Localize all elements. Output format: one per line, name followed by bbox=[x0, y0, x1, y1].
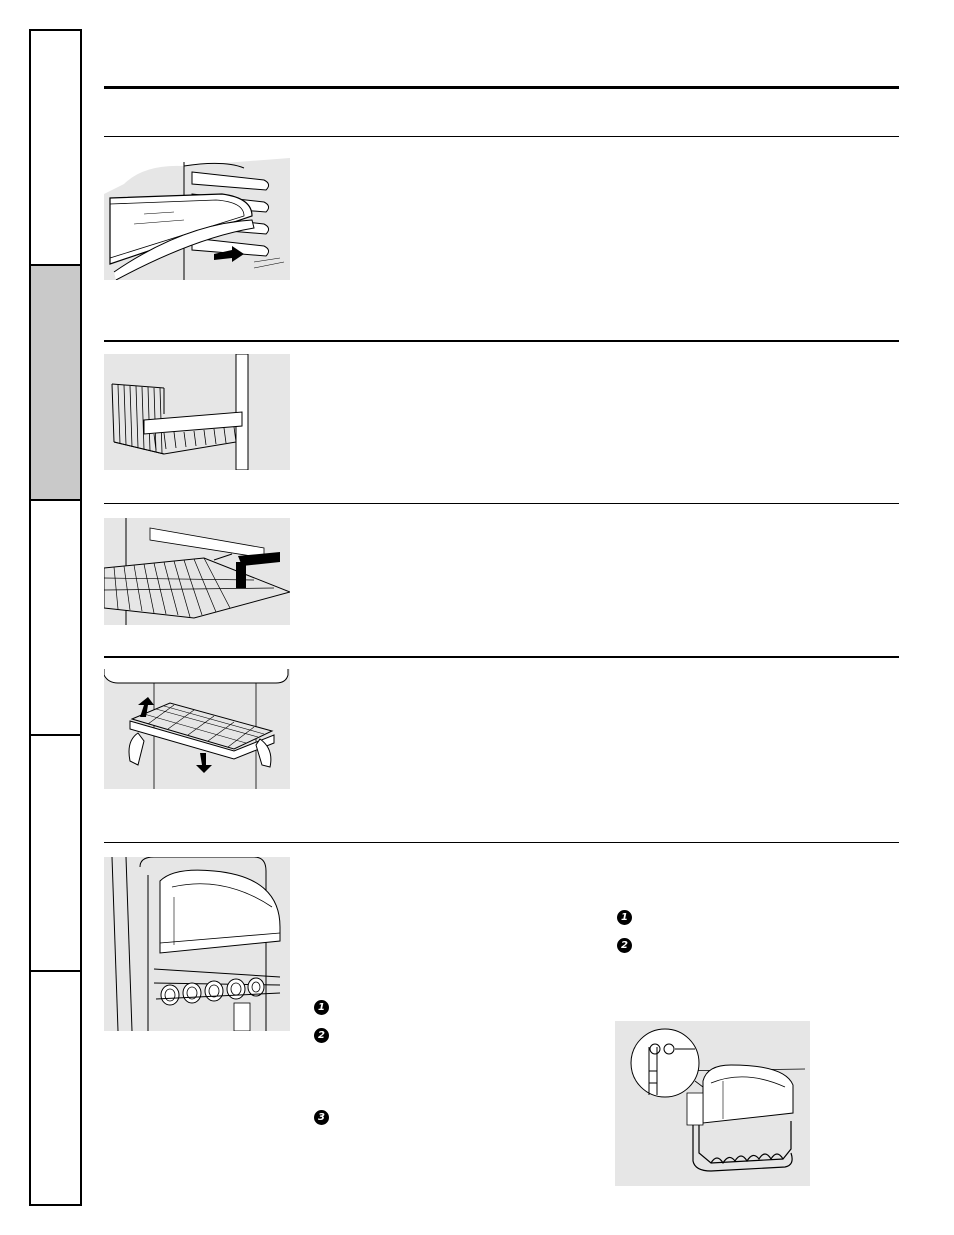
can-rack-icon bbox=[104, 857, 290, 1031]
wire-shelf-icon bbox=[104, 518, 290, 625]
door-rack-illustration bbox=[104, 669, 290, 789]
glass-shelf-icon bbox=[104, 154, 290, 280]
section-sidebar bbox=[29, 29, 82, 1206]
section-rule bbox=[104, 656, 899, 658]
wire-basket-icon bbox=[104, 354, 290, 470]
sidebar-tab-2-active[interactable] bbox=[31, 266, 80, 499]
door-rack-icon bbox=[104, 669, 290, 789]
wire-shelf-illustration bbox=[104, 518, 290, 625]
sidebar-tab-3[interactable] bbox=[31, 501, 80, 734]
sidebar-tab-4[interactable] bbox=[31, 736, 80, 970]
sidebar-tab-1[interactable] bbox=[31, 31, 80, 264]
glass-shelf-illustration bbox=[104, 154, 290, 280]
header-rule bbox=[104, 86, 899, 89]
can-rack-illustration bbox=[104, 857, 290, 1031]
section-rule bbox=[104, 136, 899, 137]
rack-detail-illustration bbox=[615, 1021, 810, 1186]
section-rule bbox=[104, 503, 899, 504]
step-badge-2: 2 bbox=[314, 1028, 329, 1043]
section-rule bbox=[104, 842, 899, 843]
step-badge-2: 2 bbox=[617, 938, 632, 953]
step-badge-1: 1 bbox=[617, 910, 632, 925]
sidebar-tab-5[interactable] bbox=[31, 972, 80, 1204]
step-badge-1: 1 bbox=[314, 1000, 329, 1015]
wire-basket-illustration bbox=[104, 354, 290, 470]
step-badge-3: 3 bbox=[314, 1110, 329, 1125]
rack-detail-icon bbox=[615, 1021, 810, 1186]
section-rule bbox=[104, 340, 899, 342]
